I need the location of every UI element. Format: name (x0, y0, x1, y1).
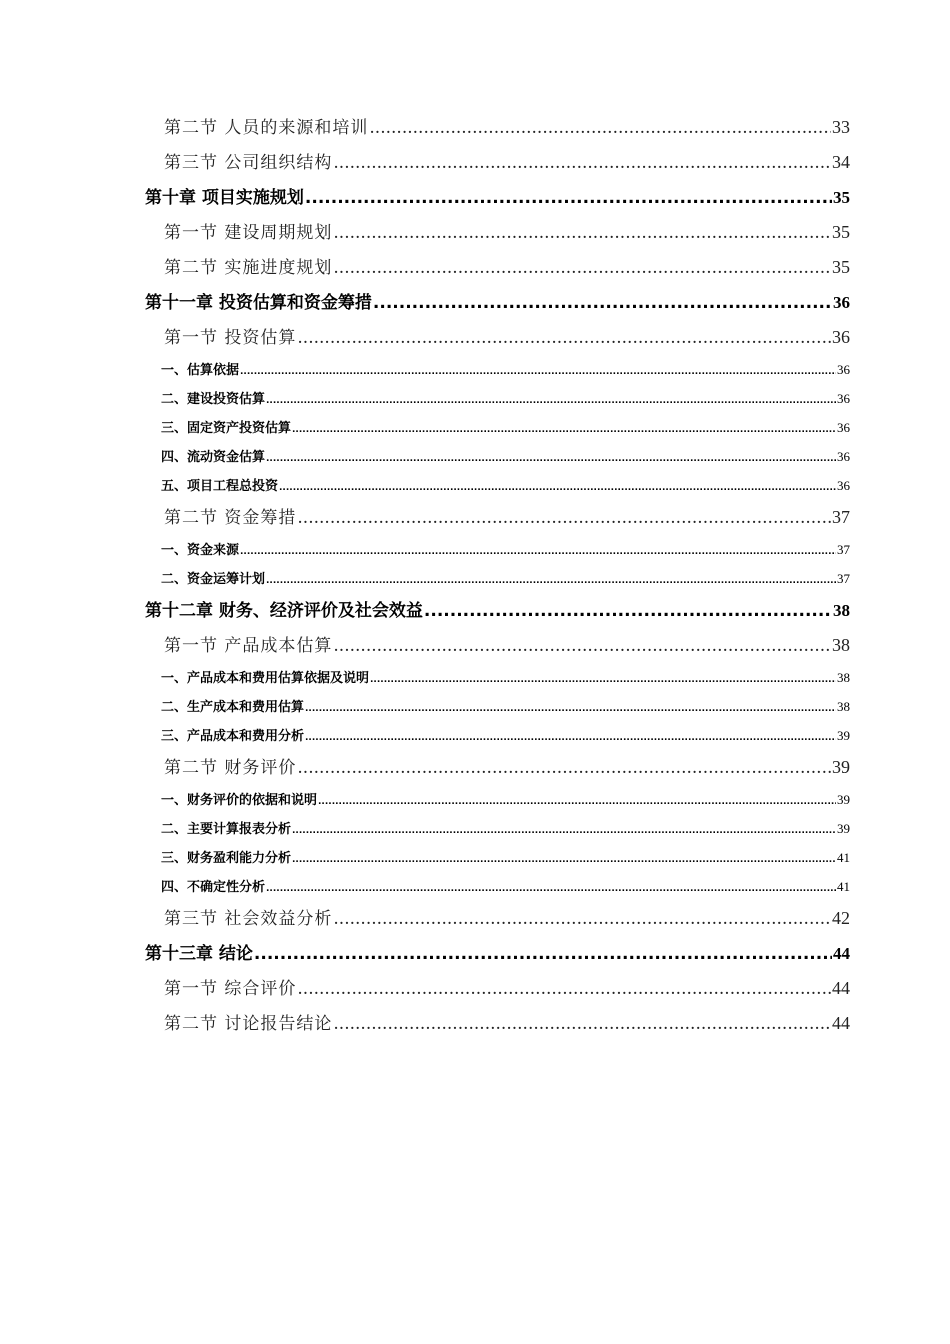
toc-page-number: 35 (832, 257, 850, 277)
toc-dot-leader (292, 844, 836, 875)
toc-section-entry[interactable] (145, 320, 850, 355)
toc-dot-leader (305, 693, 836, 724)
toc-entry-title: 二、生产成本和费用估算 (161, 700, 305, 715)
toc-dot-leader (369, 111, 831, 146)
toc-dot-leader (305, 722, 836, 753)
toc-dot-leader (240, 356, 836, 387)
toc-page-number: 33 (832, 117, 850, 137)
toc-dot-leader (297, 972, 831, 1007)
table-of-contents (145, 110, 850, 1041)
toc-page-number: 36 (837, 478, 850, 493)
toc-page-number: 34 (832, 152, 850, 172)
toc-dot-leader (333, 216, 831, 251)
toc-entry-title: 第一节 建设周期规划 (164, 223, 333, 243)
toc-section-entry[interactable] (145, 250, 850, 285)
toc-dot-leader (333, 251, 831, 286)
toc-entry-title: 三、财务盈利能力分析 (161, 851, 292, 866)
toc-page-number: 41 (837, 879, 850, 894)
toc-page-number: 38 (837, 670, 850, 685)
toc-page-number: 36 (833, 293, 850, 312)
toc-dot-leader (373, 286, 832, 321)
toc-dot-leader (297, 501, 831, 536)
toc-section-entry[interactable] (145, 628, 850, 663)
toc-dot-leader (266, 443, 836, 474)
toc-entry-title: 第一节 投资估算 (164, 328, 297, 348)
toc-page-number: 36 (837, 449, 850, 464)
toc-section-entry[interactable] (145, 500, 850, 535)
toc-page-number: 39 (837, 821, 850, 836)
toc-page-number: 37 (832, 507, 850, 527)
toc-dot-leader (279, 472, 836, 503)
toc-entry-title: 一、资金来源 (161, 543, 240, 558)
toc-section-entry[interactable] (145, 1006, 850, 1041)
toc-entry-title: 四、不确定性分析 (161, 880, 266, 895)
toc-entry-title: 一、财务评价的依据和说明 (161, 793, 318, 808)
toc-entry-title: 第二节 讨论报告结论 (164, 1014, 333, 1034)
toc-subsection-entry[interactable] (145, 564, 850, 593)
toc-section-entry[interactable] (145, 750, 850, 785)
toc-dot-leader (424, 594, 832, 629)
toc-chapter-entry[interactable] (145, 285, 850, 320)
toc-entry-title: 三、固定资产投资估算 (161, 421, 292, 436)
toc-page-number: 38 (832, 635, 850, 655)
toc-dot-leader (297, 751, 831, 786)
toc-page-number: 42 (832, 908, 850, 928)
toc-page-number: 39 (832, 757, 850, 777)
toc-entry-title: 三、产品成本和费用分析 (161, 729, 305, 744)
toc-page-number: 35 (832, 222, 850, 242)
toc-dot-leader (254, 937, 832, 972)
toc-entry-title: 第一节 产品成本估算 (164, 636, 333, 656)
toc-subsection-entry[interactable] (145, 843, 850, 872)
toc-dot-leader (266, 565, 836, 596)
toc-entry-title: 第十二章 财务、经济评价及社会效益 (145, 601, 423, 621)
toc-section-entry[interactable] (145, 901, 850, 936)
toc-dot-leader (240, 536, 836, 567)
toc-subsection-entry[interactable] (145, 721, 850, 750)
toc-entry-title: 一、估算依据 (161, 363, 240, 378)
toc-entry-title: 二、建设投资估算 (161, 392, 266, 407)
toc-subsection-entry[interactable] (145, 413, 850, 442)
toc-entry-title: 第一节 综合评价 (164, 979, 297, 999)
toc-page-number: 36 (837, 420, 850, 435)
toc-subsection-entry[interactable] (145, 872, 850, 901)
toc-page-number: 41 (837, 850, 850, 865)
toc-entry-title: 第二节 财务评价 (164, 758, 297, 778)
toc-entry-title: 二、资金运筹计划 (161, 572, 266, 587)
toc-dot-leader (333, 146, 831, 181)
toc-page-number: 38 (837, 699, 850, 714)
toc-page-number: 39 (837, 792, 850, 807)
toc-section-entry[interactable] (145, 145, 850, 180)
toc-chapter-entry[interactable] (145, 180, 850, 215)
toc-entry-title: 第二节 实施进度规划 (164, 258, 333, 278)
toc-page-number: 35 (833, 188, 850, 207)
toc-dot-leader (318, 786, 836, 817)
toc-entry-title: 第三节 公司组织结构 (164, 153, 333, 173)
toc-dot-leader (292, 414, 836, 445)
toc-page-number: 37 (837, 542, 850, 557)
toc-dot-leader (292, 815, 836, 846)
toc-page-number: 44 (833, 944, 850, 963)
toc-subsection-entry[interactable] (145, 785, 850, 814)
toc-page-number: 38 (833, 601, 850, 620)
toc-chapter-entry[interactable] (145, 936, 850, 971)
toc-page-number: 44 (832, 1013, 850, 1033)
toc-entry-title: 四、流动资金估算 (161, 450, 266, 465)
toc-subsection-entry[interactable] (145, 384, 850, 413)
toc-subsection-entry[interactable] (145, 663, 850, 692)
toc-section-entry[interactable] (145, 971, 850, 1006)
toc-entry-title: 第二节 人员的来源和培训 (164, 118, 369, 138)
toc-section-entry[interactable] (145, 215, 850, 250)
toc-entry-title: 第十三章 结论 (145, 944, 253, 964)
toc-dot-leader (333, 902, 831, 937)
toc-page-number: 36 (837, 391, 850, 406)
toc-dot-leader (266, 385, 836, 416)
toc-entry-title: 第二节 资金筹措 (164, 508, 297, 528)
toc-dot-leader (333, 629, 831, 664)
toc-dot-leader (370, 664, 836, 695)
toc-subsection-entry[interactable] (145, 692, 850, 721)
toc-page-number: 37 (837, 571, 850, 586)
toc-page-number: 36 (832, 327, 850, 347)
toc-entry-title: 第十章 项目实施规划 (145, 188, 304, 208)
toc-subsection-entry[interactable] (145, 471, 850, 500)
toc-subsection-entry[interactable] (145, 442, 850, 471)
toc-section-entry[interactable] (145, 110, 850, 145)
toc-page-number: 39 (837, 728, 850, 743)
toc-dot-leader (333, 1007, 831, 1042)
toc-entry-title: 五、项目工程总投资 (161, 479, 279, 494)
toc-subsection-entry[interactable] (145, 535, 850, 564)
toc-entry-title: 一、产品成本和费用估算依据及说明 (161, 671, 370, 686)
toc-page-number: 44 (832, 978, 850, 998)
toc-subsection-entry[interactable] (145, 355, 850, 384)
toc-page-number: 36 (837, 362, 850, 377)
toc-entry-title: 第十一章 投资估算和资金筹措 (145, 293, 372, 313)
toc-subsection-entry[interactable] (145, 814, 850, 843)
toc-entry-title: 第三节 社会效益分析 (164, 909, 333, 929)
toc-chapter-entry[interactable] (145, 593, 850, 628)
toc-entry-title: 二、主要计算报表分析 (161, 822, 292, 837)
toc-dot-leader (297, 321, 831, 356)
toc-dot-leader (305, 181, 832, 216)
toc-dot-leader (266, 873, 836, 904)
